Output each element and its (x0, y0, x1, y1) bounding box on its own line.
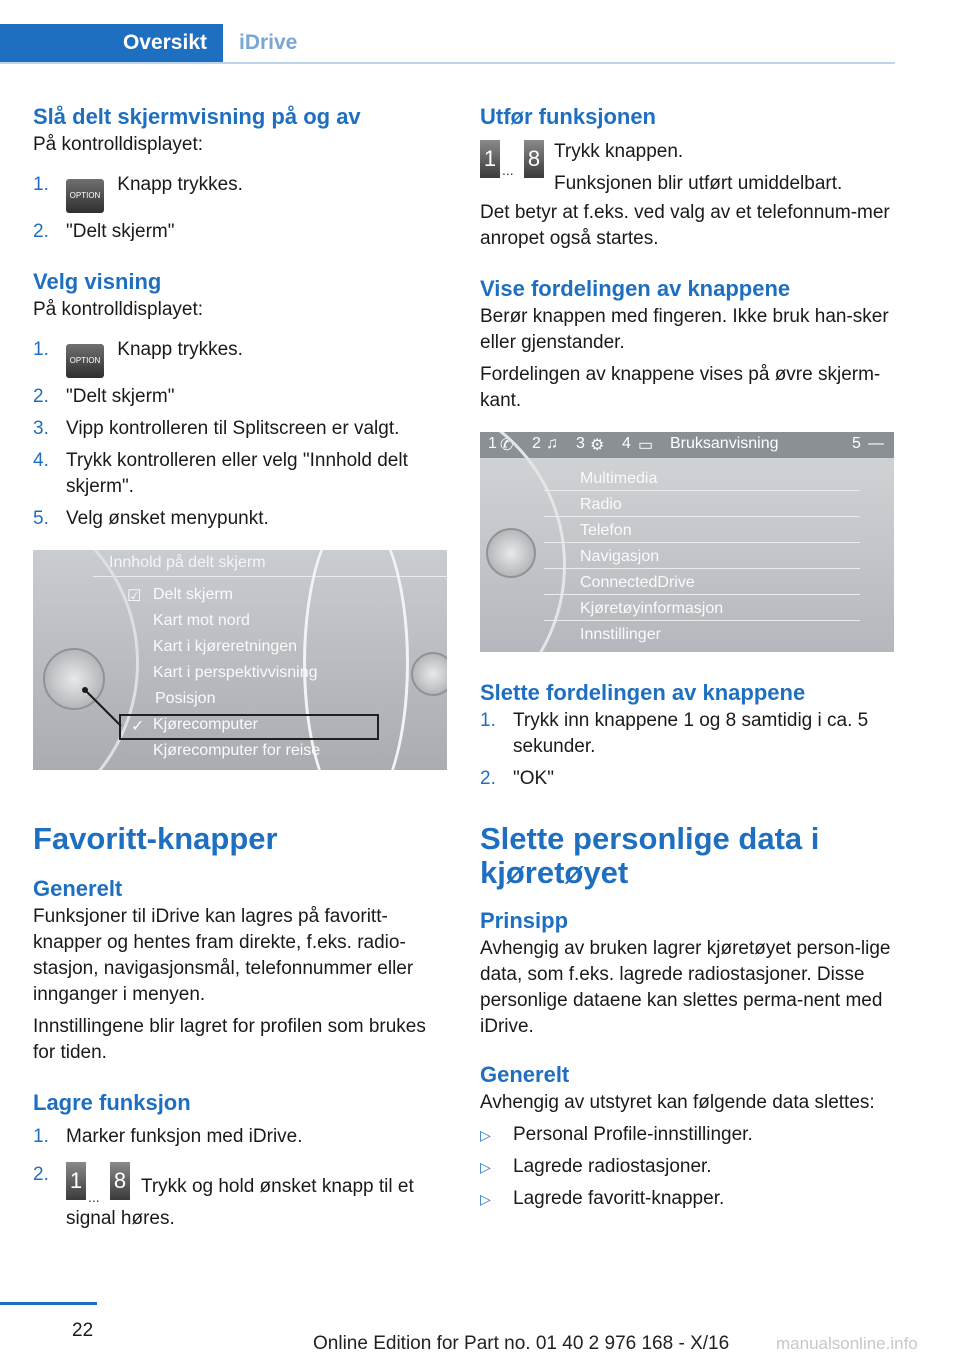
heading-general: Generelt (33, 876, 123, 901)
key-assignment-bar: 1 ✆ 2 ♫ 3 ⚙ 4 ▭ Bruksanvisning 5 — (480, 432, 894, 458)
option-button-icon: OPTION (66, 344, 104, 378)
triangle-bullet-icon: ▷ (480, 1159, 491, 1175)
paragraph: Det betyr at f.eks. ved valg av et telefonnum-mer anropet også startes. (480, 202, 890, 249)
menu-item: Posisjon (155, 690, 216, 707)
steps-list (33, 1124, 453, 1232)
menu-item: Kart mot nord (153, 612, 250, 629)
paragraph: Berør knappen med fingeren. Ikke bruk han-sker eller gjenstander. (480, 306, 889, 353)
check-icon: ✓ (131, 718, 145, 735)
list-item: 2. 1 ... 8 Trykk og hold ønsket knapp til et signal høres. (33, 1164, 414, 1229)
intro-text: På kontrolldisplayet: (33, 299, 204, 320)
paragraph: Funksjonen blir utført umiddelbart. (554, 173, 843, 194)
list-item: 1. Marker funksjon med iDrive. (33, 1126, 303, 1147)
bullet-list (480, 1122, 898, 1212)
steps-list (480, 708, 898, 792)
paragraph: Innstillingene blir lagret for profilen som brukes for tiden. (33, 1016, 426, 1063)
pointer-line (33, 550, 447, 770)
list-item: ▷ Lagrede favoritt-knapper. (480, 1186, 898, 1212)
favorite-keys-icon: 1 ... 8 (66, 1162, 130, 1206)
menu-item: Navigasjon (580, 548, 660, 565)
triangle-bullet-icon: ▷ (480, 1127, 491, 1143)
controller-knob-icon (486, 528, 536, 578)
menu-item: Innstillinger (580, 626, 661, 643)
button-distribution-image (480, 432, 894, 652)
list-item: 5. Velg ønsket menypunkt. (33, 508, 269, 529)
list-item: 1. Trykk inn knappene 1 og 8 samtidig i ca. 5 sekunder. (480, 710, 869, 757)
execute-block (480, 136, 898, 200)
list-item: 4. Trykk kontrolleren eller velg "Innhold delt skjerm". (33, 450, 408, 497)
footer-rule (0, 1302, 97, 1305)
triangle-bullet-icon: ▷ (480, 1191, 491, 1207)
list-item: 2. "Delt skjerm" (33, 386, 175, 407)
menu-item-check: ☑ (127, 588, 142, 605)
list-item: 2. "Delt skjerm" (33, 221, 175, 242)
paragraph: Trykk knappen. (554, 141, 684, 162)
paragraph: Funksjoner til iDrive kan lagres på favoritt-knapper og hentes fram direkte, f.eks. radio-stasjon, navigasjonsmål, telefonnummer eller innganger i menyen. (33, 906, 414, 1005)
menu-item: Kjørecomputer for reise (153, 742, 321, 759)
edition-text: Online Edition for Part no. 01 40 2 976 168 - X/16 (313, 1333, 730, 1354)
heading-select-view: Velg visning (33, 269, 162, 294)
heading-general: Generelt (480, 1062, 570, 1087)
menu-item: Delt skjerm (153, 586, 234, 603)
heading-split-screen: Slå delt skjermvisning på og av (33, 104, 361, 129)
menu-item: Radio (580, 496, 622, 513)
radio-icon: ♫ (546, 435, 558, 452)
dash-icon: — (868, 435, 884, 452)
gear-icon: ⚙ (590, 437, 605, 454)
menu-item-selected: Kjørecomputer (153, 716, 258, 733)
header-bar (0, 0, 895, 64)
menu-item: Kart i perspektivvisning (153, 664, 318, 681)
heading-principle: Prinsipp (480, 908, 569, 933)
menu-item: ConnectedDrive (580, 574, 695, 591)
list-item: ▷ Personal Profile-innstillinger. (480, 1122, 898, 1148)
heading-execute-function: Utfør funksjonen (480, 104, 656, 129)
paragraph: Avhengig av utstyret kan følgende data slettes: (480, 1092, 875, 1113)
menu-item: Telefon (580, 522, 632, 539)
tab-oversikt[interactable]: Oversikt (0, 24, 223, 62)
tab-idrive[interactable]: iDrive (239, 31, 298, 54)
heading-favorite-buttons: Favoritt-knapper (33, 821, 278, 856)
watermark: manualsonline.info (776, 1334, 918, 1353)
steps-list (33, 172, 453, 245)
split-screen-menu-image (33, 550, 447, 770)
list-item: 1. OPTION Knapp trykkes. (33, 337, 453, 378)
option-button-icon: OPTION (66, 179, 104, 213)
car-icon: ▭ (638, 437, 654, 454)
heading-delete-distribution: Slette fordelingen av knappene (480, 680, 806, 705)
heading-save-function: Lagre funksjon (33, 1090, 191, 1115)
screen-title: Innhold på delt skjerm (109, 554, 266, 571)
menu-item: Multimedia (580, 470, 658, 487)
menu-item: Kart i kjøreretningen (153, 638, 298, 655)
right-column (480, 102, 898, 1212)
list-item: 1. OPTION Knapp trykkes. (33, 172, 453, 213)
intro-text: På kontrolldisplayet: (33, 134, 204, 155)
list-item: 3. Vipp kontrolleren til Splitscreen er valgt. (33, 418, 400, 439)
phone-icon: ✆ (500, 437, 514, 454)
left-column (33, 102, 453, 1232)
favorite-keys-icon: 1 ... 8 (480, 140, 544, 184)
menu-item: Kjøretøyinformasjon (580, 600, 724, 617)
list-item: ▷ Lagrede radiostasjoner. (480, 1154, 898, 1180)
page-number: 22 (72, 1320, 94, 1341)
paragraph: Fordelingen av knappene vises på øvre skjerm-kant. (480, 364, 881, 411)
steps-list (33, 337, 453, 532)
heading-show-distribution: Vise fordelingen av knappene (480, 276, 791, 301)
heading-delete-personal-data: Slette personlige data i kjøretøyet (480, 821, 820, 890)
list-item: 2. "OK" (480, 768, 554, 789)
paragraph: Avhengig av bruken lagrer kjøretøyet person-lige data, som f.eks. lagrede radiostasjoner. Disse personlige dataene kan slettes perma-nent med iDrive. (480, 938, 891, 1037)
